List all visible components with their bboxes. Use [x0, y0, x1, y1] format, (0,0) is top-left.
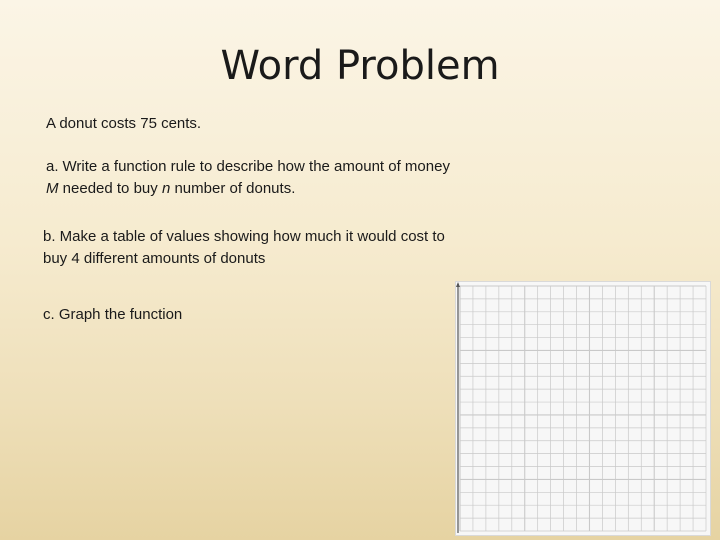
slide-title: Word Problem	[220, 43, 500, 89]
variable-n: n	[161, 180, 171, 197]
question-b: b. Make a table of values showing how much it would cost to buy 4 different amounts of donuts	[43, 228, 445, 267]
graph-paper	[455, 281, 711, 536]
graph-grid	[456, 282, 710, 535]
question-a-text-3: number of donuts.	[174, 180, 296, 197]
question-a-text-2: needed to buy	[62, 180, 158, 197]
intro-text: A donut costs 75 cents.	[46, 115, 202, 132]
axis-arrow-icon	[456, 282, 460, 287]
question-c: c. Graph the function	[43, 306, 183, 323]
question-a-text-1: Write a function rule to describe how the amount of money	[62, 158, 450, 175]
question-a	[46, 156, 466, 200]
variable-M: M	[46, 180, 59, 197]
question-a-label: a.	[46, 158, 59, 175]
